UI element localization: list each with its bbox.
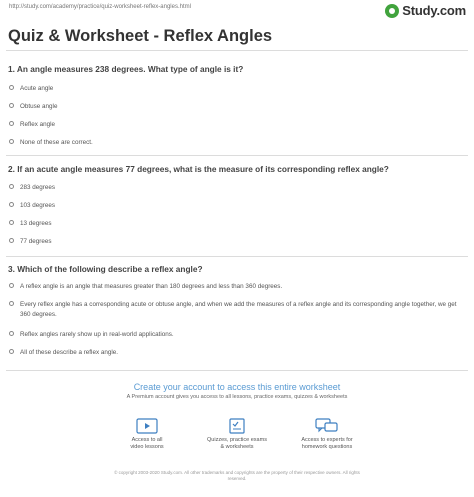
option-label: 13 degrees bbox=[20, 220, 52, 227]
option-label: None of these are correct. bbox=[20, 139, 93, 146]
option-label: Acute angle bbox=[20, 85, 54, 92]
copyright-text-end: reserved. bbox=[227, 476, 247, 481]
question-1-option-3[interactable] bbox=[9, 120, 460, 130]
quiz-icon bbox=[226, 418, 248, 434]
question-3-option-3[interactable] bbox=[9, 330, 460, 340]
radio-button-icon[interactable] bbox=[9, 220, 14, 225]
copyright-text: © copyright 2003-2020 Study.com. All other trademarks and copyrights are the property of their respective owners. All rights bbox=[114, 470, 360, 475]
radio-button-icon[interactable] bbox=[9, 121, 14, 126]
question-1-option-1[interactable] bbox=[9, 84, 460, 94]
radio-button-icon[interactable] bbox=[9, 202, 14, 207]
question-2-text: 2. If an acute angle measures 77 degrees, what is the measure of its corresponding reflex angle? bbox=[8, 164, 389, 174]
question-2-option-1[interactable] bbox=[9, 183, 460, 193]
feature-label: Access to all bbox=[131, 437, 163, 443]
question-1-option-4[interactable] bbox=[9, 138, 460, 148]
radio-button-icon[interactable] bbox=[9, 238, 14, 243]
question-divider bbox=[6, 256, 468, 257]
study-logo-icon bbox=[385, 4, 399, 18]
cta-divider bbox=[6, 370, 468, 371]
question-3-option-4[interactable] bbox=[9, 348, 460, 358]
option-label: 77 degrees bbox=[20, 238, 52, 245]
feature-label: & worksheets bbox=[220, 444, 254, 450]
option-label: A reflex angle is an angle that measures greater than 180 degrees and less than 360 degrees. bbox=[20, 283, 283, 290]
question-2-option-4[interactable] bbox=[9, 237, 460, 247]
question-1-text: 1. An angle measures 238 degrees. What type of angle is it? bbox=[8, 64, 244, 74]
question-2-option-2[interactable] bbox=[9, 201, 460, 211]
radio-button-icon[interactable] bbox=[9, 184, 14, 189]
question-3-option-2[interactable] bbox=[9, 300, 460, 319]
question-2-option-3[interactable] bbox=[9, 219, 460, 229]
feature-label: homework questions bbox=[301, 444, 353, 450]
copyright-footer bbox=[90, 470, 384, 482]
radio-button-icon[interactable] bbox=[9, 301, 14, 306]
brand-name: Study.com bbox=[402, 3, 466, 18]
option-label: Every reflex angle has a corresponding acute or obtuse angle, and when we add the measures of a reflex angle and its corresponding angle together, we get 360 degrees. bbox=[20, 301, 457, 318]
option-label: 103 degrees bbox=[20, 202, 56, 209]
option-label: Reflex angles rarely show up in real-world applications. bbox=[20, 331, 174, 338]
feature-video-lessons bbox=[102, 418, 192, 451]
option-label: Obtuse angle bbox=[20, 103, 58, 110]
question-divider bbox=[6, 155, 468, 156]
radio-button-icon[interactable] bbox=[9, 139, 14, 144]
signup-cta bbox=[0, 372, 474, 400]
feature-label: video lessons bbox=[130, 444, 164, 450]
page-url[interactable]: http://study.com/academy/practice/quiz-worksheet-reflex-angles.html bbox=[9, 4, 191, 10]
study-logo[interactable] bbox=[385, 3, 466, 18]
radio-button-icon[interactable] bbox=[9, 103, 14, 108]
radio-button-icon[interactable] bbox=[9, 349, 14, 354]
cta-title[interactable]: Create your account to access this entire worksheet bbox=[133, 382, 341, 392]
title-divider bbox=[6, 50, 468, 51]
page-title: Quiz & Worksheet - Reflex Angles bbox=[8, 27, 273, 45]
chat-icon bbox=[315, 418, 339, 434]
question-3-option-1[interactable] bbox=[9, 282, 460, 292]
radio-button-icon[interactable] bbox=[9, 283, 14, 288]
option-label: All of these describe a reflex angle. bbox=[20, 349, 119, 356]
option-label: 283 degrees bbox=[20, 184, 56, 191]
video-icon bbox=[136, 418, 158, 434]
header-bar bbox=[0, 0, 474, 22]
radio-button-icon[interactable] bbox=[9, 85, 14, 90]
feature-quizzes bbox=[192, 418, 282, 451]
radio-button-icon[interactable] bbox=[9, 331, 14, 336]
feature-label: Quizzes, practice exams bbox=[207, 437, 267, 443]
question-3-text: 3. Which of the following describe a reflex angle? bbox=[8, 264, 203, 274]
cta-subtitle: A Premium account gives you access to all lessons, practice exams, quizzes & worksheets bbox=[126, 394, 348, 400]
option-label: Reflex angle bbox=[20, 121, 56, 128]
question-1-option-2[interactable] bbox=[9, 102, 460, 112]
feature-label: Access to experts for bbox=[301, 437, 353, 443]
feature-experts bbox=[282, 418, 372, 451]
